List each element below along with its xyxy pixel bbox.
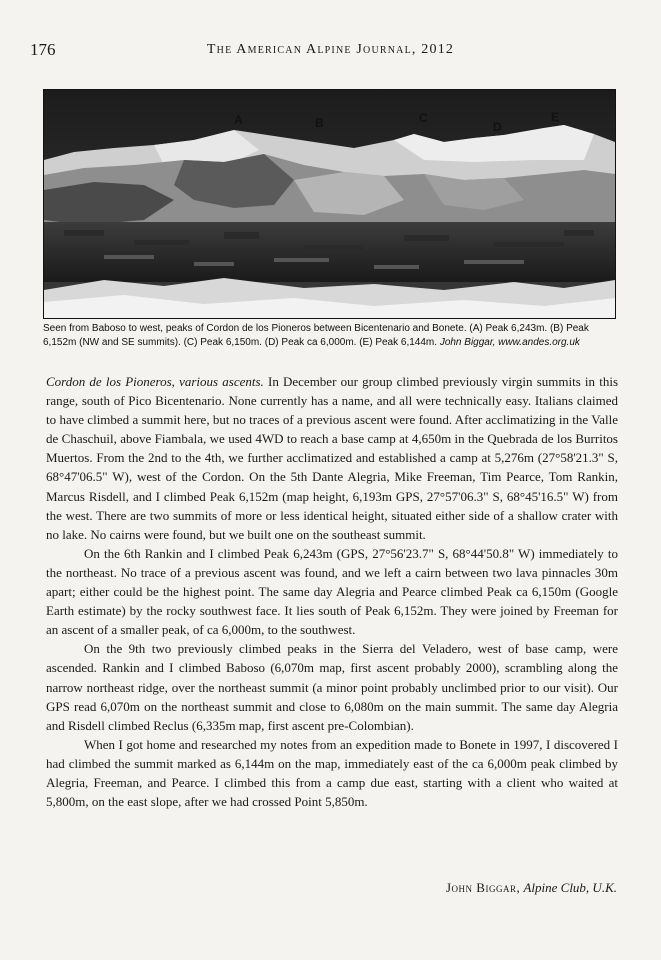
figure-caption bbox=[43, 322, 617, 350]
article-body bbox=[46, 372, 618, 811]
page-number: 176 bbox=[30, 40, 56, 59]
caption-credit: John Biggar, www.andes.org.uk bbox=[439, 337, 580, 348]
paragraph-1-text: In December our group climbed previously virgin summits in this range, south of Pico Bicentenario. None currently has a name, and all were technically easy. Italians claimed to have climbed a summit here, but no traces of a previous ascent were found. After acclimatizing in the Valle de Chaschuil, above Fiambala, we used 4WD to reach a base camp at 4,650m in the Quebrada de los Burritos Muertos. From the 2nd to the 4th, we further acclimatized and established a camp at 5,276m (27°58'21.3" S, 68°47'06.5" W), west of the Cordon. On the 5th Dante Alegria, Mike Freeman, Tim Pearce, Tom Rankin, Marcus Risdell, and I climbed Peak 6,152m (map height, 6,193m GPS, 27°57'06.3" S, 68°45'16.5" W) from the west. There are two summits of more or less identical height, situated either side of a shallow crater with no lake. No cairns were found, but we built one on the southeast summit. bbox=[46, 374, 619, 542]
section-heading: Cordon de los Pioneros, various ascents. bbox=[46, 374, 264, 389]
mountain-photo bbox=[43, 89, 616, 319]
peak-label-c: C bbox=[419, 111, 428, 125]
paragraph-2: On the 6th Rankin and I climbed Peak 6,243m (GPS, 27°56'23.7" S, 68°44'50.8" W) immediately to the northeast. No trace of a previous ascent was found, and we left a cairn between two lava pinnacles 30m apart; either could be the highest point. The same day Alegria and Pearce climbed Peak ca 6,150m (Google Earth estimate) by the rocky southwest face. It lies south of Peak 6,152m. They were joined by Freeman for an ascent of a smaller peak, of ca 6,000m, to the southwest. bbox=[46, 545, 618, 638]
author-signature bbox=[446, 880, 617, 896]
mountain-panorama-image bbox=[44, 90, 615, 318]
paragraph-1 bbox=[46, 372, 618, 544]
author-affiliation: Alpine Club, U.K. bbox=[523, 880, 617, 895]
caption-text: Seen from Baboso to west, peaks of Cordon de los Pioneros between Bicentenario and Bonete. (A) Peak 6,243m. (B) Peak 6,152m (NW and SE summits). (C) Peak 6,150m. (D) Peak ca 6,000m. (E) Peak 6,144m. bbox=[43, 323, 589, 348]
peak-label-a: A bbox=[234, 113, 243, 127]
running-title: The American Alpine Journal, 2012 bbox=[206, 42, 455, 57]
peak-label-e: E bbox=[551, 110, 560, 124]
paragraph-4: When I got home and researched my notes from an expedition made to Bonete in 1997, I discovered I had climbed the summit marked as 6,144m on the map, immediately east of the ca 6,000m peak climbed by Alegria, Freeman, and Pearce. I climbed this from a camp due east, starting with a client who waited at 5,800m, on the east slope, after we had crossed Point 5,850m. bbox=[46, 736, 618, 810]
author-name: John Biggar, bbox=[445, 880, 521, 895]
peak-label-b: B bbox=[315, 116, 324, 130]
peak-label-d: D bbox=[493, 120, 502, 134]
paragraph-3: On the 9th two previously climbed peaks in the Sierra del Veladero, west of base camp, were ascended. Rankin and I climbed Baboso (6,070m map, first ascent probably 2000), scrambling along the narrow northeast ridge, over the northeast summit (a minor point probably unclimbed prior to our visit). Our GPS read 6,070m on the northeast summit and close to 6,080m on the main summit. The same day Alegria and Risdell climbed Reclus (6,335m map, first ascent pre-Colombian). bbox=[46, 641, 618, 733]
